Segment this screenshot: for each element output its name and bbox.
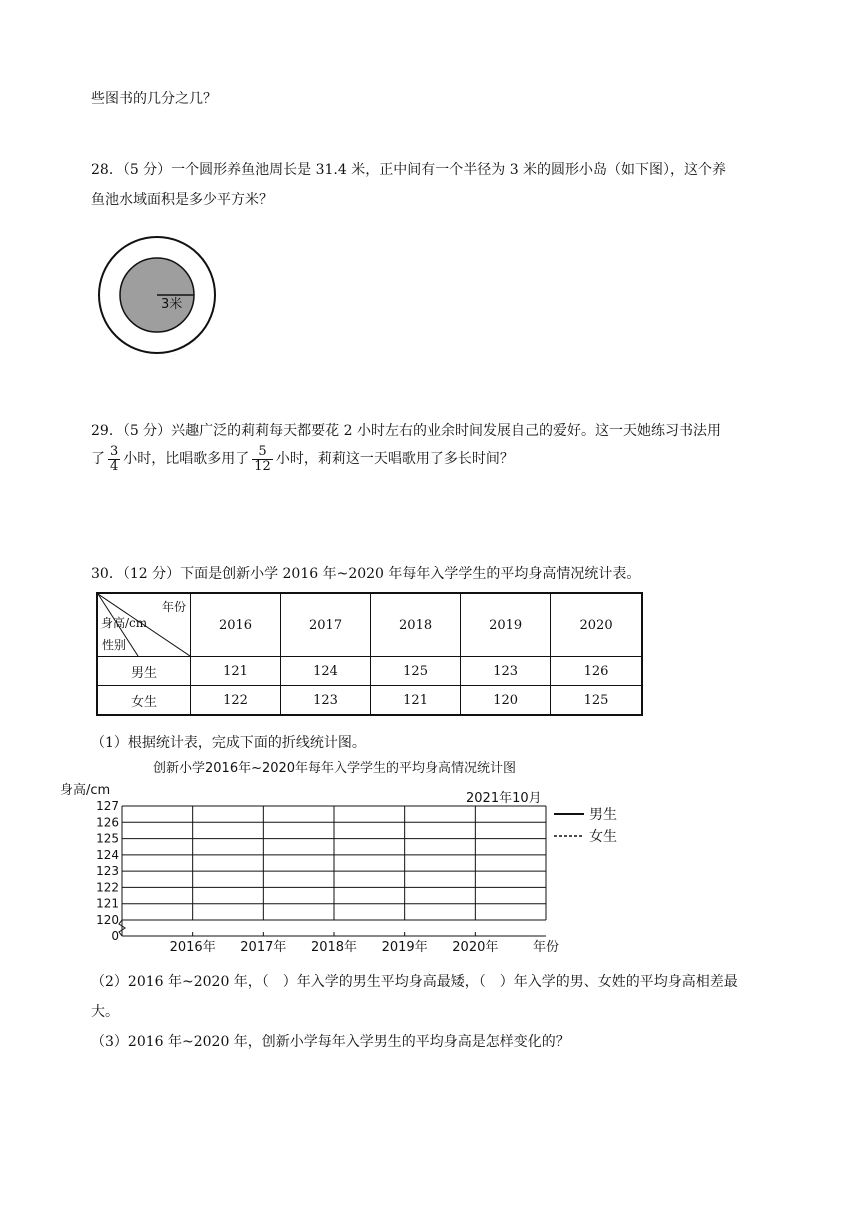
y-tick-label: 124 (96, 847, 119, 862)
table-corner-cell (97, 593, 191, 657)
corner-label-gender: 性别 (102, 638, 127, 652)
table-cell: 123 (281, 686, 371, 716)
fraction-five-twelfths: $\frac{5}{12}$ (254, 444, 271, 474)
q30-sub1: （1）根据统计表，完成下面的折线统计图。 (91, 735, 366, 751)
corner-label-height: 身高/cm (101, 616, 148, 630)
q29-prefix: 了 (91, 451, 105, 468)
chart-title: 创新小学2016年~2020年每年入学学生的平均身高情况统计图 (153, 761, 517, 776)
fraction-three-quarters: $\frac{3}{4}$ (110, 444, 119, 474)
table-header-year: 2018 (371, 593, 461, 657)
table-cell: 121 (191, 657, 281, 686)
q30-line1: 30．（12 分）下面是创新小学 2016 年~2020 年每年入学学生的平均身高情况统计表。 (91, 566, 641, 582)
table-cell: 126 (551, 657, 642, 686)
x-tick-label: 2019年 (381, 940, 428, 955)
x-tick-label: 2017年 (240, 940, 287, 955)
row-label: 女生 (97, 686, 191, 716)
table-row-girls (97, 686, 642, 716)
q28-line2: 鱼池水域面积是多少平方米？ (91, 192, 273, 208)
row-label: 男生 (97, 657, 191, 686)
x-tick-label: 2016年 (169, 940, 216, 955)
q30-sub2-line1: （2）2016 年~2020 年，（ ）年入学的男生平均身高最矮，（ ）年入学的男、女姓的平均身高相差最 (91, 974, 738, 990)
q30-sub3: （3）2016 年~2020 年，创新小学每年入学男生的平均身高是怎样变化的？ (91, 1034, 570, 1050)
table-cell: 120 (461, 686, 551, 716)
intro-tail: 些图书的几分之几？ (91, 91, 217, 107)
y-tick-label: 121 (96, 896, 119, 911)
line-chart (60, 756, 740, 962)
table-header-year: 2016 (191, 593, 281, 657)
table-cell: 125 (551, 686, 642, 716)
q30-sub2-line2: 大。 (91, 1004, 119, 1020)
table-cell: 124 (281, 657, 371, 686)
x-tick-label: 2020年 (452, 940, 499, 955)
y-tick-label: 122 (96, 880, 119, 895)
table-cell: 125 (371, 657, 461, 686)
table-row-boys (97, 657, 642, 686)
q29-suffix: 小时，莉莉这一天唱歌用了多长时间？ (275, 451, 514, 468)
table-cell: 123 (461, 657, 551, 686)
q29-line2 (91, 445, 514, 473)
table-header-year: 2020 (551, 593, 642, 657)
table-header-year: 2017 (281, 593, 371, 657)
y-axis-label: 身高/cm (60, 783, 111, 798)
y-tick-label: 120 (96, 913, 119, 927)
y-tick-label: 126 (96, 815, 119, 830)
q29-line1: 29．（5 分）兴趣广泛的莉莉每天都要花 2 小时左右的业余时间发展自己的爱好。这一天她练习书法用 (91, 423, 721, 439)
radius-label: 3米 (161, 297, 183, 312)
table-cell: 121 (371, 686, 461, 716)
x-axis-label: 年份 (532, 940, 560, 955)
table-cell: 122 (191, 686, 281, 716)
legend-label-boys: 男生 (589, 807, 617, 823)
y-tick-label: 0 (111, 929, 119, 943)
corner-label-year: 年份 (161, 600, 186, 614)
q29-mid: 小时，比唱歌多用了 (123, 451, 250, 468)
legend-label-girls: 女生 (589, 829, 617, 845)
height-stats-table (96, 592, 643, 716)
q28-line1: 28．（5 分）一个圆形养鱼池周长是 31.4 米，正中间有一个半径为 3 米的圆形小岛（如下图），这个养 (91, 162, 727, 178)
y-tick-label: 125 (96, 831, 119, 846)
table-header-year: 2019 (461, 593, 551, 657)
y-tick-label: 123 (96, 864, 119, 879)
x-tick-label: 2018年 (310, 940, 358, 955)
y-tick-label: 127 (96, 799, 119, 813)
pond-diagram (95, 233, 219, 357)
chart-date: 2021年10月 (466, 791, 542, 806)
